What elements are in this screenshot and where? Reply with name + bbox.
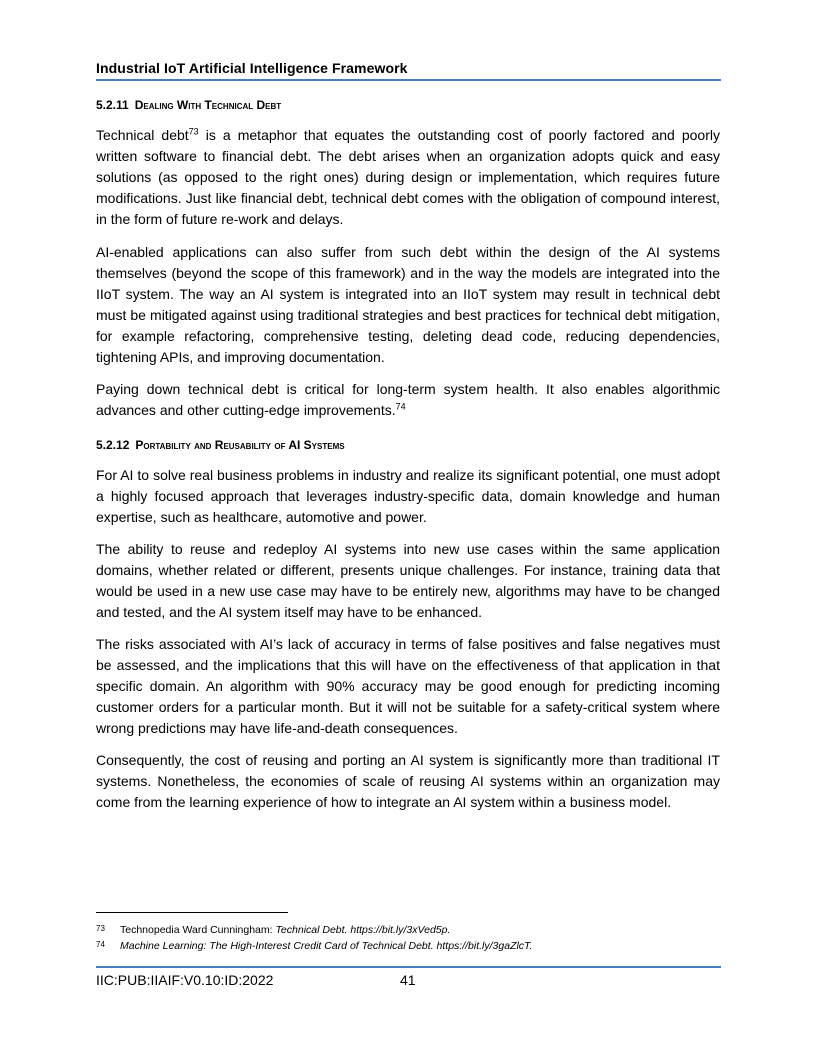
- footnote-mark: 73: [96, 924, 105, 933]
- paragraph-cost-of-reuse: Consequently, the cost of reusing and porting an AI system is significantly more than traditional IT systems. Nonetheless, the economies of scale of reusing AI systems within an organization may come from the learning experience of how to integrate an AI system within a business model.: [96, 752, 720, 810]
- footnote-separator: [96, 912, 288, 913]
- running-header-title: Industrial IoT Artificial Intelligence Framework: [96, 60, 408, 76]
- section-heading-5-2-11: [96, 98, 720, 112]
- footer-page-number: 41: [400, 972, 416, 988]
- footnote-mark: 74: [96, 940, 105, 949]
- paragraph-reuse-redeploy: The ability to reuse and redeploy AI systems into new use cases within the same application domains, whether related or different, presents unique challenges. For instance, training data that would be used in a new use case may have to be entirely new, algorithms may have to be changed and tested, and the AI system itself may have to be enhanced.: [96, 541, 720, 620]
- footer-rule: [96, 966, 721, 968]
- paragraph-paying-down-debt: [96, 379, 720, 421]
- section-number: 5.2.11: [96, 98, 129, 112]
- footnote-citation[interactable]: Machine Learning: The High-Interest Credit Card of Technical Debt. https://bit.ly/3gaZlcT.: [120, 940, 533, 952]
- paragraph-business-problems: For AI to solve real business problems in industry and realize its significant potential, one must adopt a highly focused approach that leverages industry-specific data, domain knowledge and human expertise, such as healthcare, automotive and power.: [96, 467, 720, 525]
- footnote-ref-73[interactable]: 73: [188, 126, 199, 137]
- paragraph-text: Technical debt: [96, 127, 189, 143]
- footnote-ref-74[interactable]: 74: [395, 401, 406, 412]
- footnote-73: [96, 923, 720, 937]
- paragraph-accuracy-risks: The risks associated with AI’s lack of accuracy in terms of false positives and false negatives must be assessed, and the implications that this will have on the effectiveness of that application in that specific domain. An algorithm with 90% accuracy may be good enough for predicting incoming customer orders for a particular month. But it will not be suitable for a safety-critical system where wrong predictions may have life-and-death consequences.: [96, 636, 720, 736]
- paragraph-technical-debt-definition: [96, 125, 720, 230]
- paragraph-text: is a metaphor that equates the outstanding cost of poorly factored and poorly written software to financial debt. The debt arises when an organization adopts quick and easy solutions (as opposed to the right ones) during design or implementation, which requires future modifications. Just like financial debt, technical debt comes with the obligation of compound interest, in the form of future re-work and delays.: [96, 127, 720, 227]
- footnote-74: [96, 939, 720, 953]
- header-rule: [96, 79, 721, 81]
- section-heading-5-2-12: [96, 438, 720, 452]
- paragraph-ai-debt: AI-enabled applications can also suffer from such debt within the design of the AI systems themselves (beyond the scope of this framework) and in the way the models are integrated into the IIoT system. The way an AI system is integrated into an IIoT system may result in technical debt must be mitigated against using traditional strategies and best practices for technical debt mitigation, for example refactoring, comprehensive testing, deleting dead code, reducing dependencies, tightening APIs, and improving documentation.: [96, 244, 720, 365]
- footer-document-id: IIC:PUB:IIAIF:V0.10:ID:2022: [96, 972, 274, 988]
- paragraph-text: Paying down technical debt is critical for long-term system health. It also enables algorithmic advances and other cutting-edge improvements.: [96, 381, 720, 418]
- footnote-prefix: Technopedia Ward Cunningham:: [120, 924, 276, 936]
- section-number: 5.2.12: [96, 438, 130, 452]
- section-title: Portability and Reusability of AI Systems: [135, 438, 345, 452]
- section-title: Dealing With Technical Debt: [134, 98, 282, 112]
- footnote-citation[interactable]: Technical Debt. https://bit.ly/3xVed5p.: [275, 924, 451, 936]
